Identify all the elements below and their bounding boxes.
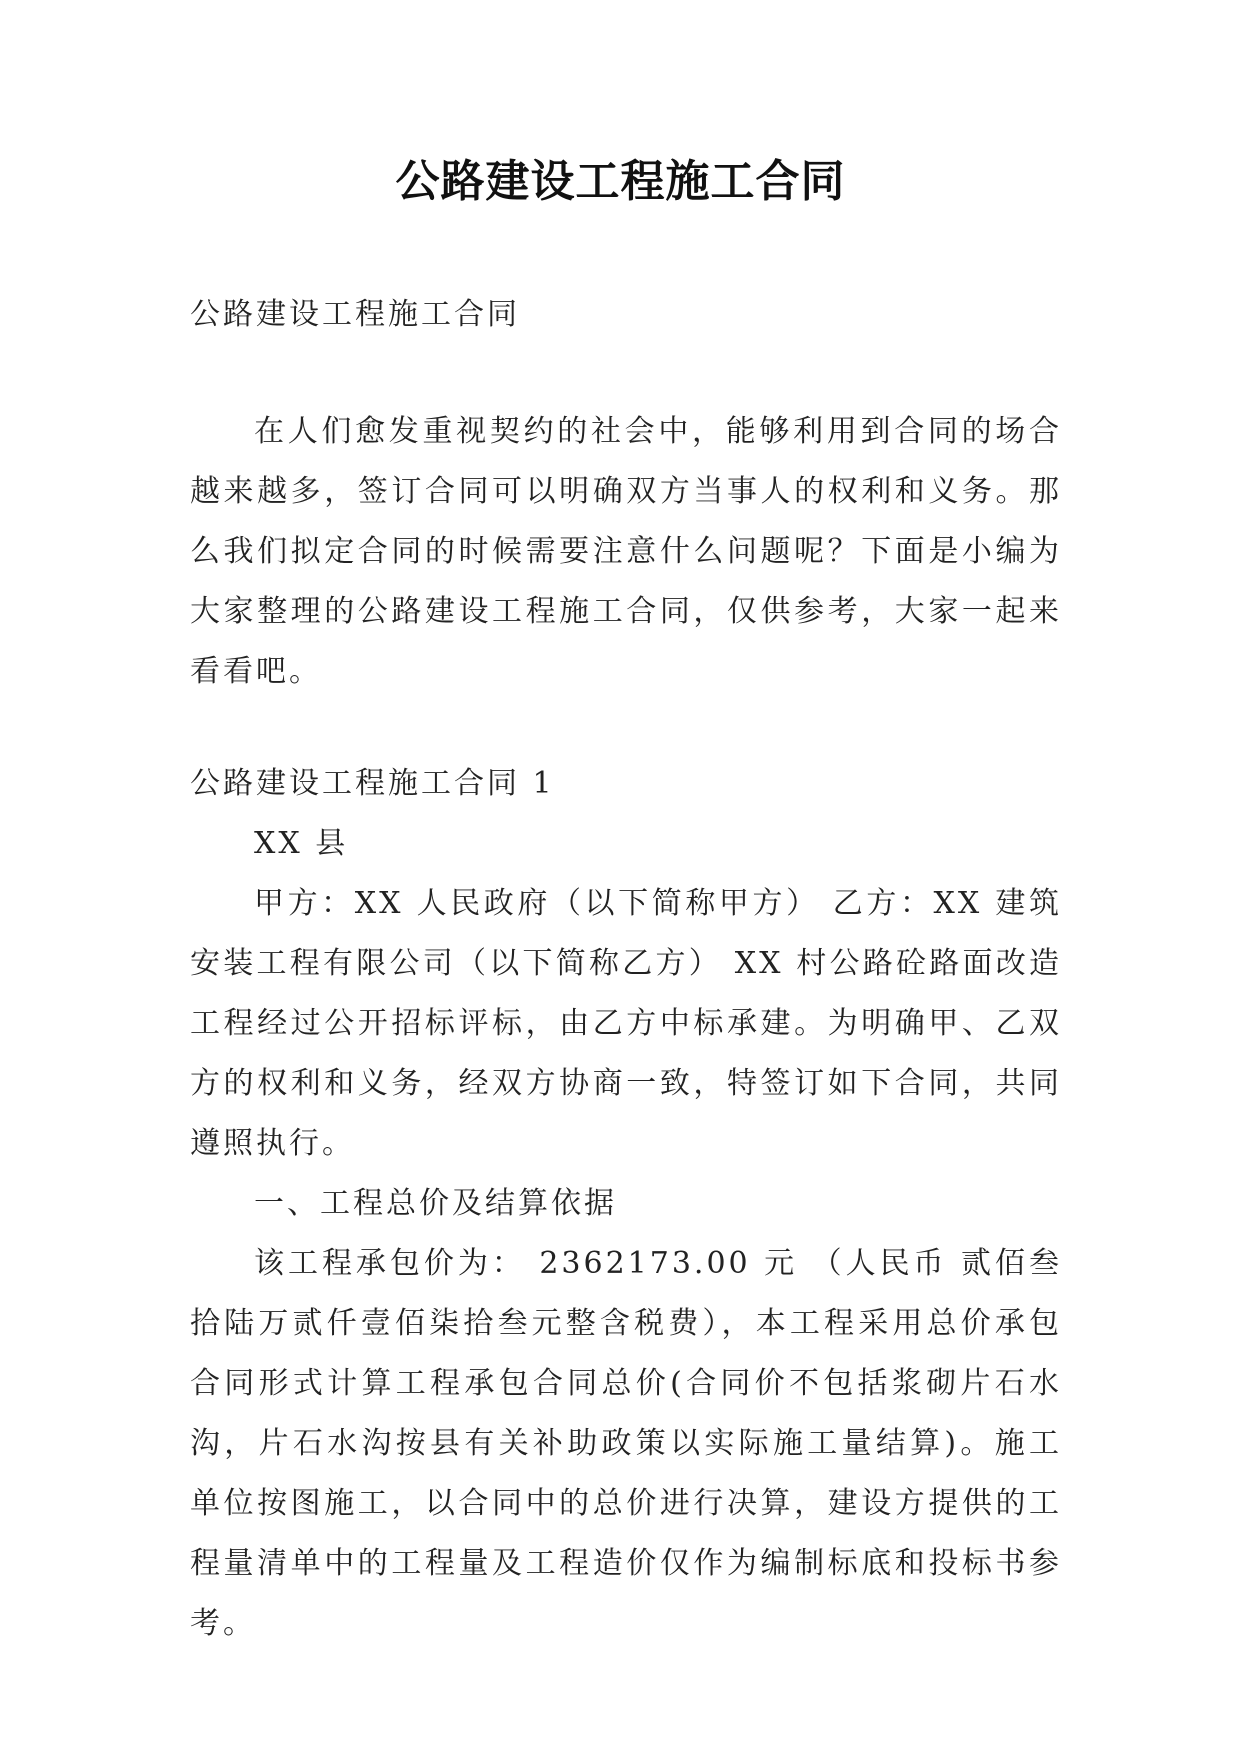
- document-subtitle-block: [190, 285, 1062, 345]
- clause-1-paragraph: 该工程承包价为： 2362173.00 元 （人民币 贰佰叁拾陆万贰仟壹佰柒拾叁元整含税费），本工程采用总价承包合同形式计算工程承包合同总价(合同价不包括浆砌片石水沟，片石水沟按县有关补助政策以实际施工量结算)。施工单位按图施工，以合同中的总价进行决算，建设方提供的工程量清单中的工程量及工程造价仅作为编制标底和投标书参考。: [190, 1246, 1062, 1641]
- county-line: XX 县: [254, 826, 349, 861]
- parties-paragraph: 甲方：XX 人民政府（以下简称甲方） 乙方：XX 建筑安装工程有限公司（以下简称乙方） XX 村公路砼路面改造工程经过公开招标评标，由乙方中标承建。为明确甲、乙双方的权利和义务，经双方协商一致，特签订如下合同，共同遵照执行。: [190, 886, 1062, 1161]
- intro-paragraph: 在人们愈发重视契约的社会中，能够利用到合同的场合越来越多，签订合同可以明确双方当事人的权利和义务。那么我们拟定合同的时候需要注意什么问题呢？下面是小编为大家整理的公路建设工程施工合同，仅供参考，大家一起来看看吧。: [190, 414, 1062, 689]
- clause-1-title: 一、工程总价及结算依据: [254, 1186, 617, 1221]
- intro-block: [190, 402, 1062, 702]
- document-subtitle: 公路建设工程施工合同: [190, 297, 520, 332]
- document-title: 公路建设工程施工合同: [395, 156, 846, 207]
- contract-1-section: [190, 754, 1062, 1654]
- contract-1-heading: 公路建设工程施工合同 1: [190, 766, 555, 801]
